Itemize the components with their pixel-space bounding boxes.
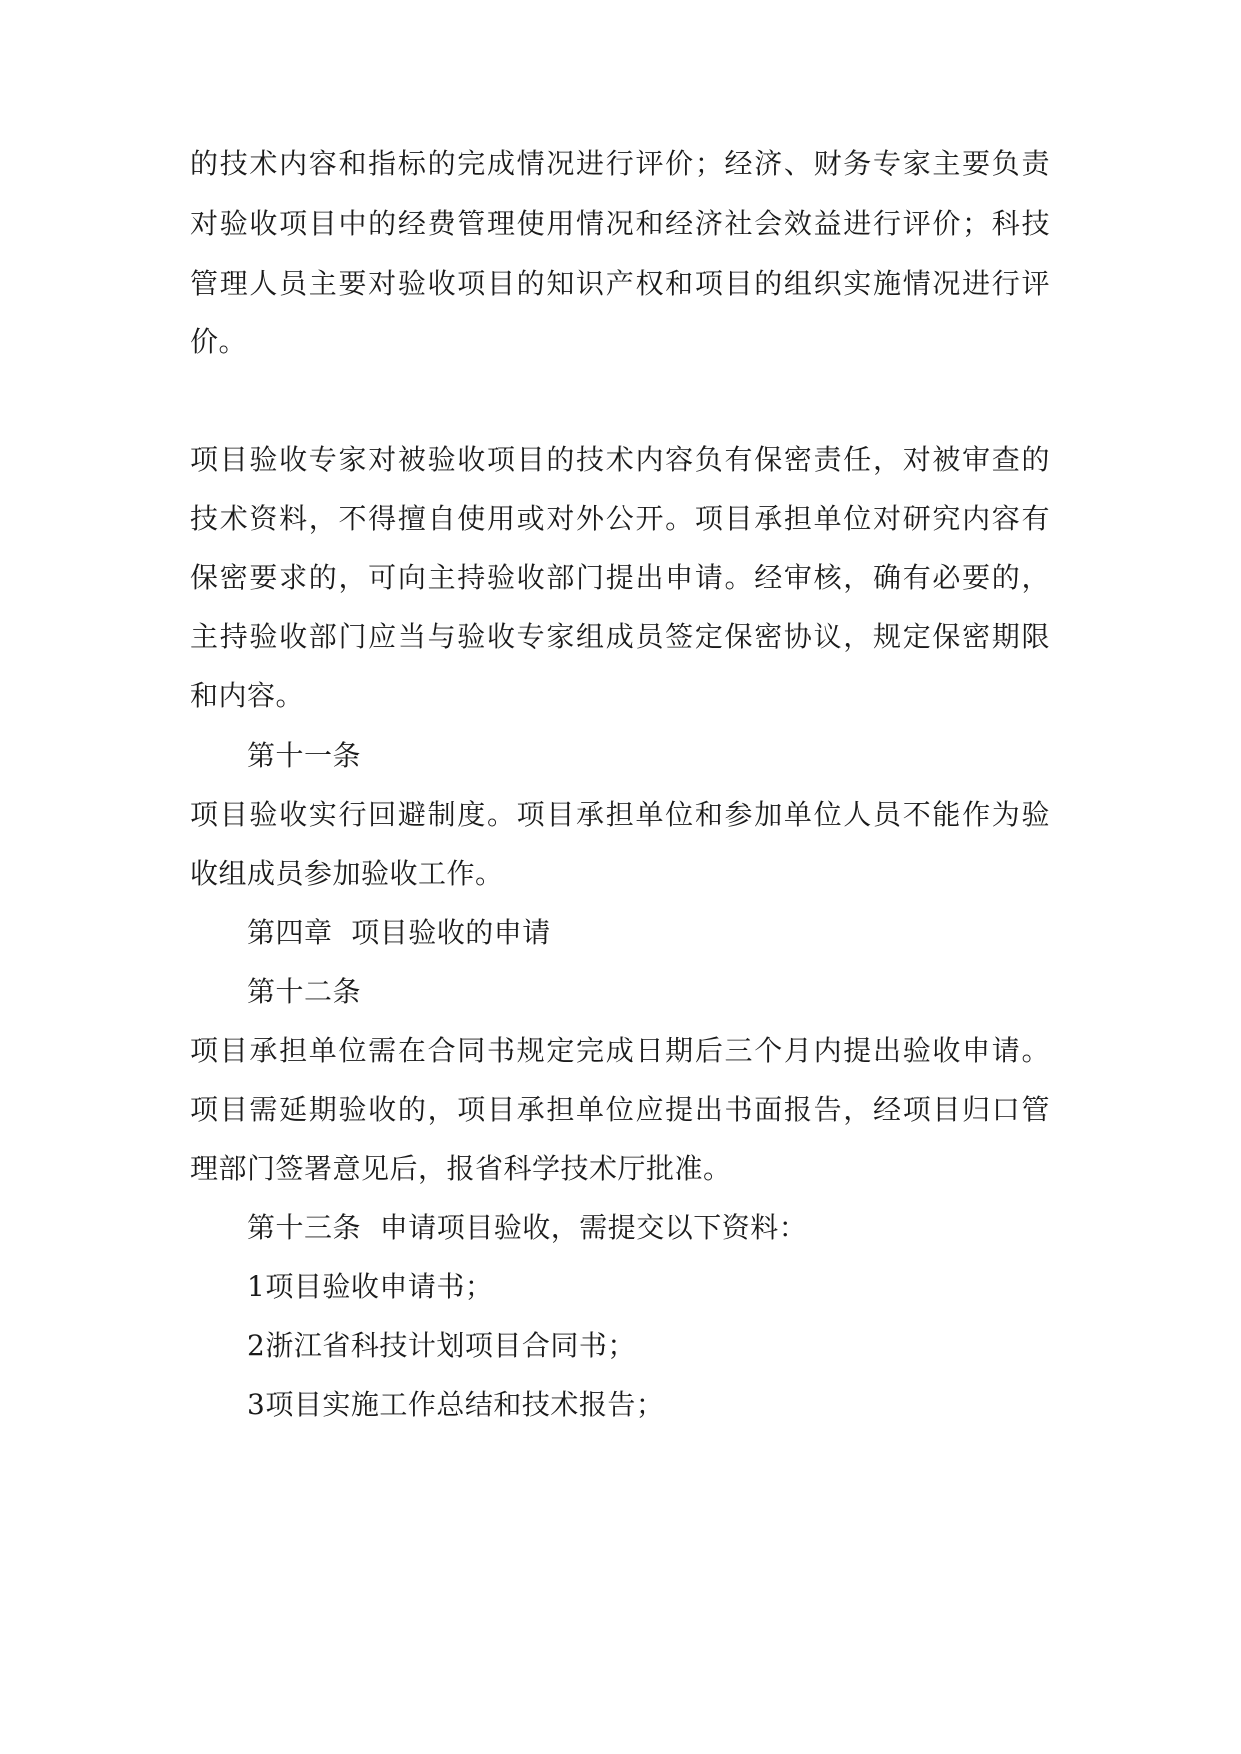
- paragraph-line: 技术资料，不得擅自使用或对外公开。项目承担单位对研究内容有: [190, 502, 1050, 535]
- paragraph-line: 收组成员参加验收工作。: [190, 857, 504, 890]
- paragraph-line: 价。: [190, 325, 248, 358]
- paragraph-line: 对验收项目中的经费管理使用情况和经济社会效益进行评价；科技: [190, 207, 1050, 240]
- list-item: 3项目实施工作总结和技术报告；: [247, 1388, 665, 1421]
- paragraph-line: 保密要求的，可向主持验收部门提出申请。经审核，确有必要的，: [190, 561, 1050, 594]
- paragraph-line: 管理人员主要对验收项目的知识产权和项目的组织实施情况进行评: [190, 267, 1050, 300]
- paragraph-line: 项目验收专家对被验收项目的技术内容负有保密责任，对被审查的: [190, 443, 1050, 476]
- list-item: 2浙江省科技计划项目合同书；: [247, 1329, 636, 1362]
- paragraph-line: 项目验收实行回避制度。项目承担单位和参加单位人员不能作为验: [190, 798, 1050, 831]
- paragraph-line: 项目需延期验收的，项目承担单位应提出书面报告，经项目归口管: [190, 1093, 1050, 1126]
- article-heading: 第十二条: [247, 975, 362, 1008]
- paragraph-line: 和内容。: [190, 679, 305, 712]
- article-heading: 第十三条 申请项目验收，需提交以下资料：: [247, 1211, 808, 1244]
- chapter-heading: 第四章 项目验收的申请: [247, 916, 551, 949]
- paragraph-line: 主持验收部门应当与验收专家组成员签定保密协议，规定保密期限: [190, 620, 1050, 653]
- paragraph-line: 理部门签署意见后，报省科学技术厅批准。: [190, 1152, 732, 1185]
- paragraph-line: 项目承担单位需在合同书规定完成日期后三个月内提出验收申请。: [190, 1034, 1050, 1067]
- article-heading: 第十一条: [247, 739, 362, 772]
- list-item: 1项目验收申请书；: [247, 1270, 494, 1303]
- paragraph-line: 的技术内容和指标的完成情况进行评价；经济、财务专家主要负责: [190, 147, 1050, 180]
